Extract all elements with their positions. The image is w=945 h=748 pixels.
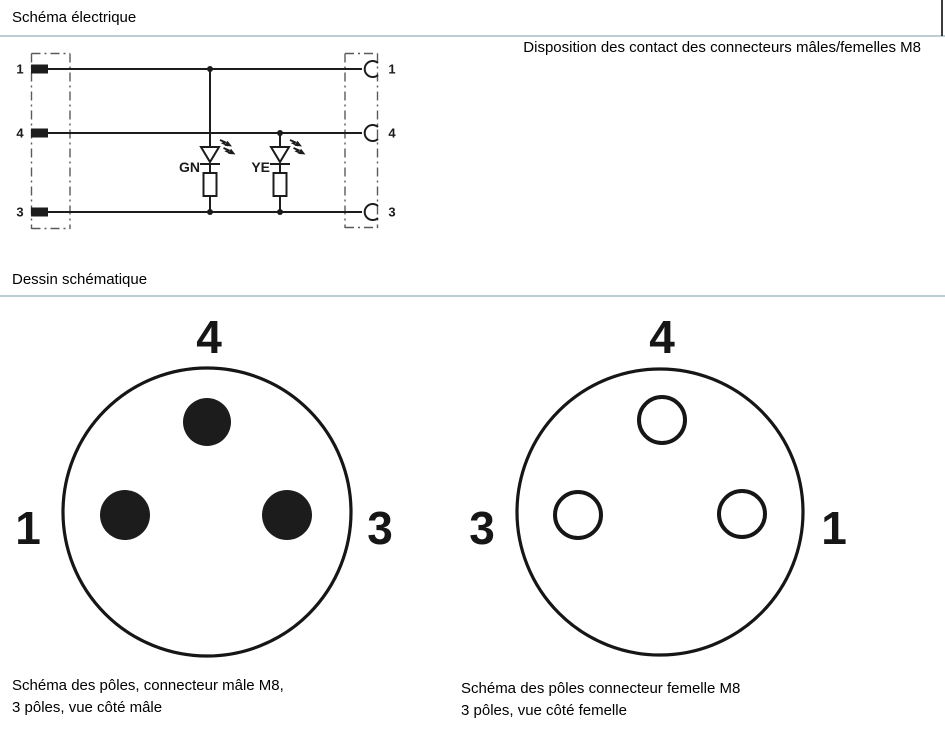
led-diode-icon <box>271 147 289 162</box>
socket-contact-pin3 <box>365 204 378 220</box>
male-pin-right-number: 3 <box>367 502 393 554</box>
resistor-icon <box>274 173 287 196</box>
wire-pin1 <box>16 61 395 77</box>
led-diode-icon <box>201 147 219 162</box>
female-pin-top-number: 4 <box>649 311 675 363</box>
electrical-schematic-title: Schéma électrique <box>12 9 137 26</box>
right-pin3-label: 3 <box>388 204 396 220</box>
wire-end-pin4 <box>31 129 48 138</box>
led-yellow-label: YE <box>251 159 270 175</box>
female-pin-left-number: 3 <box>469 502 495 554</box>
female-connector-diagram <box>450 310 870 682</box>
wire-pin4 <box>16 125 396 141</box>
male-pin-top <box>183 398 231 446</box>
left-pin4-label: 4 <box>16 125 24 141</box>
male-pin-left <box>100 490 150 540</box>
separator-top <box>0 35 945 37</box>
female-socket-right <box>719 491 765 537</box>
socket-contact-pin4 <box>365 125 378 141</box>
wire-end-pin1 <box>31 65 48 74</box>
caption-line: 3 pôles, vue côté mâle <box>12 699 163 716</box>
right-pin4-label: 4 <box>388 125 396 141</box>
left-pin3-label: 3 <box>16 204 24 220</box>
female-socket-top <box>639 397 685 443</box>
junction-dot <box>207 209 213 215</box>
caption-line: 3 pôles, vue côté femelle <box>461 702 627 719</box>
table-right-border <box>941 0 943 36</box>
female-connector-caption <box>461 678 740 722</box>
left-pin1-label: 1 <box>16 61 24 77</box>
wire-end-pin3 <box>31 208 48 217</box>
schematic-drawing-title: Dessin schématique <box>12 271 148 288</box>
led-emission-arrows-icon <box>290 140 306 155</box>
separator-middle <box>0 295 945 297</box>
right-pin1-label: 1 <box>388 61 396 77</box>
led-branch-green <box>179 66 236 215</box>
female-socket-left <box>555 492 601 538</box>
wire-pin3 <box>16 204 395 220</box>
junction-dot <box>207 66 213 72</box>
caption-line: Schéma des pôles connecteur femelle M8 <box>461 680 741 697</box>
caption-line: Schéma des pôles, connecteur mâle M8, <box>12 677 284 694</box>
male-connector-caption <box>12 675 284 719</box>
electrical-schematic-diagram <box>0 40 420 252</box>
contact-layout-note: Disposition des contact des connecteurs mâles/femelles M8 <box>523 39 921 56</box>
led-green-label: GN <box>179 159 200 175</box>
male-connector-diagram <box>0 310 420 682</box>
female-pin-right-number: 1 <box>821 502 847 554</box>
led-branch-yellow <box>251 130 305 215</box>
left-dashed-box <box>32 54 71 230</box>
resistor-icon <box>204 173 217 196</box>
socket-contact-pin1 <box>365 61 378 77</box>
male-pin-top-number: 4 <box>196 311 222 363</box>
led-emission-arrows-icon <box>220 140 236 155</box>
junction-dot <box>277 130 283 136</box>
male-pin-right <box>262 490 312 540</box>
junction-dot <box>277 209 283 215</box>
male-pin-left-number: 1 <box>15 502 41 554</box>
